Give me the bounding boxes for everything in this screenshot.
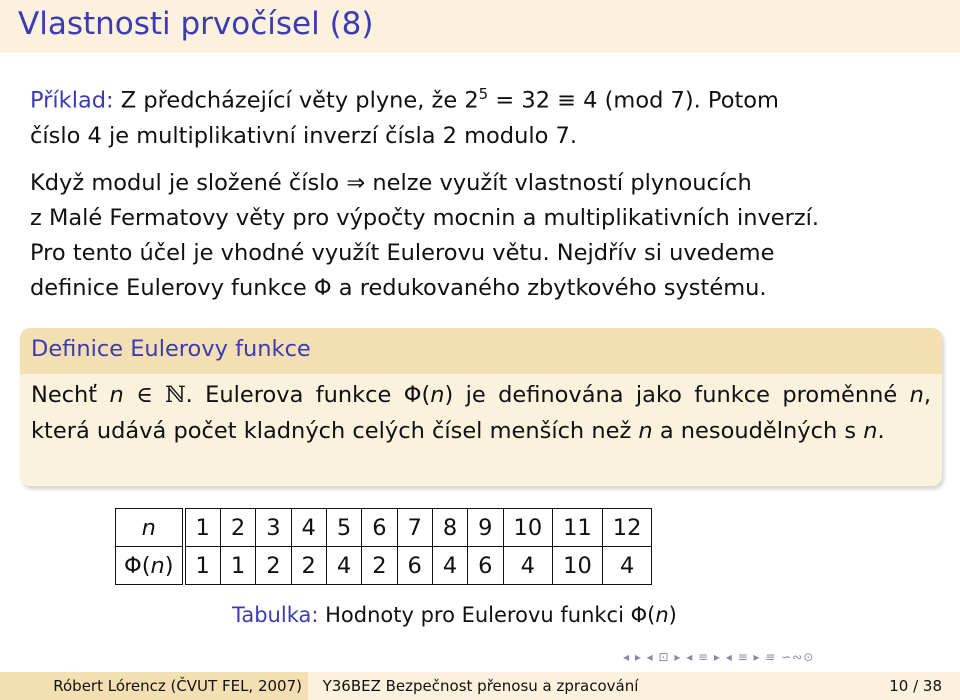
def-text-4: , která udává počet kladných celých čísel menších než	[31, 382, 932, 444]
def-var-n: n	[430, 382, 445, 408]
definition-block	[20, 328, 942, 486]
def-var-n: n	[909, 382, 924, 408]
table-cell: 1	[220, 547, 255, 585]
table-cell: 4	[291, 509, 326, 547]
table-cell: 6	[362, 509, 397, 547]
footer-author: Róbert Lórencz (ČVUT FEL, 2007)	[0, 672, 308, 700]
table-row-n	[116, 509, 652, 547]
table-caption	[232, 603, 677, 627]
table-cell: 3	[256, 509, 291, 547]
row-header-phi	[116, 547, 184, 585]
intro-line-4: definice Eulerovy funkce Φ a redukovaného zbytkového systému.	[30, 275, 767, 301]
def-var-n: n	[109, 382, 124, 408]
table-cell: 11	[553, 509, 603, 547]
table-cell: 4	[602, 547, 652, 585]
intro-part-1: Když modul je složené číslo	[30, 170, 347, 196]
definition-body	[20, 374, 942, 449]
euler-table	[115, 508, 652, 585]
intro-line-2: z Malé Fermatovy věty pro výpočty mocnin a multiplikativních inverzí.	[30, 205, 820, 231]
def-var-n: n	[638, 418, 653, 444]
phi-open: Φ(	[124, 552, 151, 579]
footer-page: 10 / 38	[653, 672, 960, 700]
table-cell: 4	[503, 547, 553, 585]
table-cell: 1	[184, 509, 221, 547]
table-cell: 10	[503, 509, 553, 547]
example-equation: = 32 ≡ 4	[488, 87, 598, 114]
title-bar	[0, 0, 960, 53]
table-cell: 2	[256, 547, 291, 585]
table-cell: 2	[220, 509, 255, 547]
table-cell: 6	[468, 547, 503, 585]
def-text-6: .	[877, 418, 885, 444]
table-cell: 4	[326, 547, 361, 585]
phi-var: n	[150, 552, 165, 579]
implies-symbol: ⇒	[346, 170, 366, 196]
table-cell: 5	[326, 509, 361, 547]
example-label: Příklad:	[30, 87, 114, 114]
caption-end: )	[668, 603, 677, 627]
example-line-2: číslo 4 je multiplikativní inverzí čísla 2 modulo 7.	[30, 122, 577, 149]
phi-close: )	[164, 552, 174, 579]
intro-line-3: Pro tento účel je vhodné využít Eulerovu větu. Nejdřív si uvedeme	[30, 240, 775, 266]
slide-title: Vlastnosti prvočísel (8)	[18, 6, 374, 42]
example-text-before: Z předcházející věty plyne, že 2	[113, 87, 479, 114]
example-paragraph	[30, 77, 779, 154]
table-cell: 7	[397, 509, 432, 547]
beamer-navigation[interactable]: ◂ ▸ ◂ ⊡ ▸ ◂ ≡ ▸ ◂ ≡ ▸ ≡ ∽∾⊙	[623, 650, 815, 664]
table-row-phi	[116, 547, 652, 585]
table-cell: 12	[602, 509, 652, 547]
footer	[0, 672, 960, 700]
example-text-after: (mod 7). Potom	[597, 87, 779, 114]
table-cell: 6	[397, 547, 432, 585]
caption-var: n	[655, 603, 669, 627]
table-cell: 8	[432, 509, 467, 547]
def-var-n: n	[863, 418, 878, 444]
table-cell: 9	[468, 509, 503, 547]
table-cell: 2	[362, 547, 397, 585]
footer-course: Y36BEZ Bezpečnost přenosu a zpracování	[308, 672, 653, 700]
table-cell: 1	[184, 547, 221, 585]
exponent: 5	[478, 85, 489, 103]
def-text-5: a nesoudělných s	[652, 418, 864, 444]
definition-title: Definice Eulerovy funkce	[31, 336, 311, 362]
def-text-3: ) je definována jako funkce proměnné	[444, 382, 910, 408]
row-header-n: n	[116, 509, 184, 547]
definition-header	[20, 328, 942, 374]
table-cell: 4	[432, 547, 467, 585]
table-cell: 2	[291, 547, 326, 585]
caption-label: Tabulka:	[232, 603, 319, 627]
intro-paragraph	[30, 166, 819, 306]
def-text-1: Nechť	[31, 382, 110, 408]
def-in-naturals: ∈ ℕ	[123, 382, 186, 408]
table-cell: 10	[553, 547, 603, 585]
caption-text: Hodnoty pro Eulerovu funkci Φ(	[318, 603, 656, 627]
def-text-2: . Eulerova funkce Φ(	[185, 382, 431, 408]
intro-part-2: nelze využít vlastností plynoucích	[365, 170, 752, 196]
